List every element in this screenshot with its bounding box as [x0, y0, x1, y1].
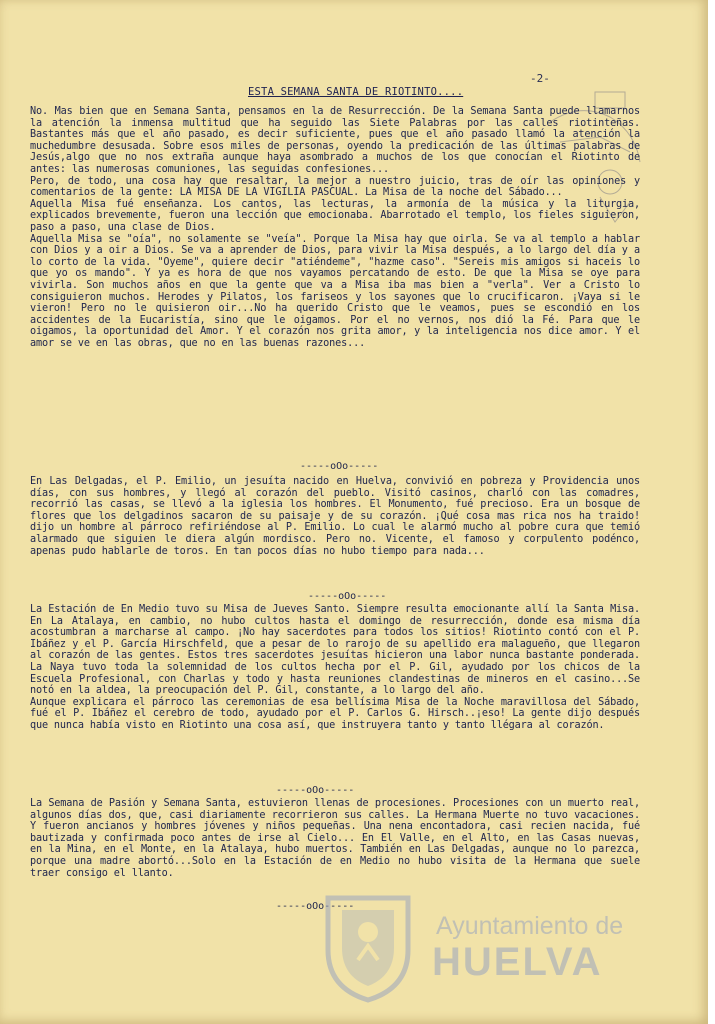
section-divider: -----oOo-----: [300, 461, 379, 472]
page-title: ESTA SEMANA SANTA DE RIOTINTO....: [248, 86, 464, 98]
article-section-pasion: [30, 798, 640, 879]
section-divider: -----oOo-----: [276, 901, 355, 912]
watermark-line2: HUELVA: [432, 940, 603, 984]
paragraph: En Las Delgadas, el P. Emilio, un jesuíta nacido en Huelva, convivió en pobreza y Providencia unos días, con sus hombres, y llegó al corazón del pueblo. Visitó casinos, charló con las comadres, recorrió las casas, se llevó a la iglesia los hombres. El Monumento, fué precioso. Era un bosque de flores que los delgadinos sacaron de su paisaje y de su corazón. ¡Qué cosa mas rica nos ha traido! dijo un hombre al párroco refiriéndose al P. Emilio. Lo cual le alarmó mucho al pobre cura que temió alarmado que siguien le diera algún mordisco. Pero no. Vicente, el famoso y corpulento podénco, apenas pudo hablarle de toros. En tan pocos días no hubo tiempo para nada...: [30, 476, 640, 557]
paragraph: Aquella Misa se "oía", no solamente se "veía". Porque la Misa hay que oirla. Se va al templo a hablar con Dios y a oir a Dios. Se va a aprender de Dios, para vivir la Misa después, a lo largo del día y a lo corto de la vida. "Oyeme", quiere decir "atiéndeme", "hazme caso". "Sereis mis amigos si haceis lo que yo os mando". Y ya es hora de que nos vayamos percatando de esto. De que la Misa se oye para vivirla. Son muchos años en que la gente que va a Misa iba mas bien a "verla". Ver a Cristo lo consiguieron muchos. Herodes y Pilatos, los fariseos y los sayones que lo crucificaron. ¡Vaya si le vieron! Pero no le quisieron oir...No ha querido Cristo que le veamos, pues se escondió en los accidentes de la Eucaristía, sino que le oigamos. Por el no vernos, nos dió la Fé. Para que le oigamos, la oportunidad del Amor. Y el corazón nos grita amor, y la inteligencia nos dice amor. Y el amor se ve en las obras, que no en las buenas razones...: [30, 233, 640, 349]
paragraph: La Estación de En Medio tuvo su Misa de Jueves Santo. Siempre resulta emocionante allí la Santa Misa. En La Atalaya, en cambio, no hubo cultos hasta el domingo de resurrección, donde esa misma día acostumbran a marcharse al campo. ¡No hay sacerdotes para todos los sitios! Riotinto contó con el P. Ibáñez y el P. García Hirschfeld, que a pesar de lo rarojo de su apellido era malagueño, que llegaron al corazón de las gentes. Estos tres sacerdotes jesuítas hicieron una labor nunca bastante ponderada. La Naya tuvo toda la solemnidad de los cultos hecha por el P. Gil, ayudado por los chicos de la Escuela Profesional, con Charlas y todo y hasta reuniones clandestinas de mineros en el casino...Se notó en la aldea, la preocupación del P. Gil, constante, a lo largo del año.: [30, 604, 640, 697]
section-divider: -----oOo-----: [276, 785, 355, 796]
article-section-delgadas: [30, 476, 640, 557]
paragraph: La Semana de Pasión y Semana Santa, estuvieron llenas de procesiones. Procesiones con un muerto real, algunos días dos, que, casi diariamente recorrieron sus calles. La Hermana Muerte no tuvo vacaciones. Y fueron ancianos y hombres jóvenes y niños pequeñas. Una nena encontadora, casi recien nacida, fué bautizada y confirmada poco antes de irse al Cielo... En El Valle, en el Alto, en las Casas nuevas, en la Mina, en el Monte, en la Atalaya, hubo muertos. También en Las Delgadas, aunque no lo parezca, porque una madre abortó...Solo en la Estación de en Medio no hubo visita de la Hermana que suele traer consigo el llanto.: [30, 798, 640, 879]
article-section-vigilia: [30, 106, 640, 349]
page-number: -2-: [530, 72, 550, 85]
paragraph: Aquella Misa fué enseñanza. Los cantos, las lecturas, la armonía de la música y la liturgia, explicados brevemente, fueron una lección que emocionaba. Abarrotado el templo, los fieles siguieron, paso a paso, una clase de Dios.: [30, 198, 640, 233]
huelva-coat-of-arms-icon: [318, 890, 418, 1005]
paragraph: Pero, de todo, una cosa hay que resaltar, la mejor a nuestro juicio, tras de oír las opiniones y comentarios de la gente: LA MISA DE LA VIGILIA PASCUAL. La Misa de la noche del Sábado...: [30, 175, 640, 199]
paragraph: No. Mas bien que en Semana Santa, pensamos en la de Resurrección. De la Semana Santa puede llamarnos la atención la inmensa multitud que ha seguido las Siete Palabras por las calles riotinteñas. Bastantes más que el año pasado, es decir suficiente, pues que el año pasado llamó la atención la muchedumbre desusada. Sobre esos miles de personas, oyendo la predicación de las últimas palabras de Jesús,algo que no nos extraña aunque haya asombrado a muchos de los que conocían el Riotinto de antes: las numerosas comuniones, las seguidas confesiones...: [30, 106, 640, 175]
watermark-line1: Ayuntamiento de: [436, 912, 624, 940]
article-section-estacion: [30, 604, 640, 732]
paragraph: Aunque explicara el párroco las ceremonias de esa bellísima Misa de la Noche maravillosa del Sábado, fué el P. Ibáñez el cerebro de todo, ayudado por el P. Carlos G. Hirsch..¡eso! La gente dijo después que nunca había visto en Riotinto una cosa así, que instruyera tanto y tanto llégara al corazón.: [30, 696, 640, 731]
section-divider: -----oOo-----: [308, 591, 387, 602]
ayuntamiento-watermark: [318, 890, 708, 1005]
